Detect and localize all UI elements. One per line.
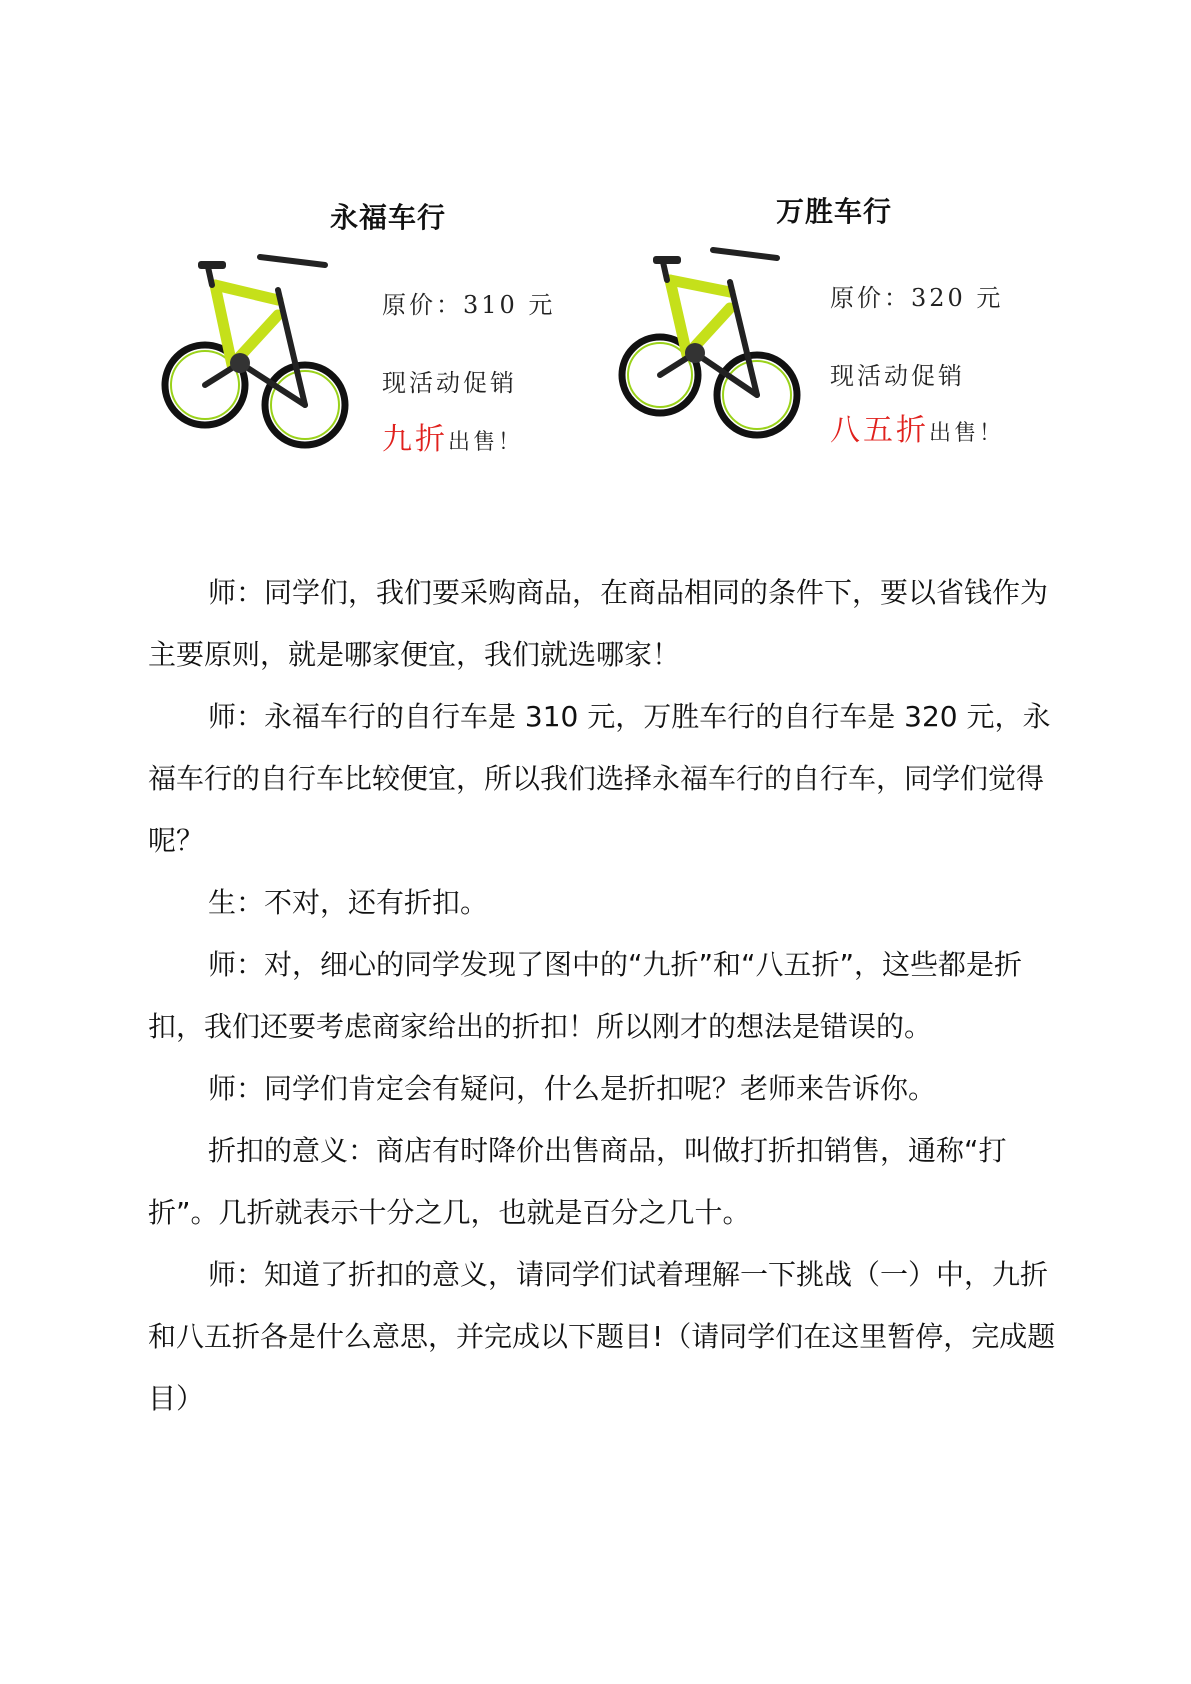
discount-line-yongfu — [382, 414, 523, 458]
bicycle-image-yongfu — [160, 245, 365, 475]
paragraph-3: 生：不对，还有折扣。 — [208, 886, 489, 919]
paragraph-5: 师：同学们肯定会有疑问，什么是折扣呢？老师来告诉你。 — [208, 1072, 937, 1105]
price-line-wansheng: 原价：320 元 — [830, 284, 1004, 312]
shop-title-yongfu: 永福车行 — [330, 201, 447, 234]
sale-suffix-yongfu: 出售！ — [448, 430, 524, 455]
lesson-text — [148, 562, 1068, 1430]
paragraph-4: 师：对，细心的同学发现了图中的“九折”和“八五折”，这些都是折扣，我们还要考虑商家给出的折扣！所以刚才的想法是错误的。 — [148, 948, 1023, 1043]
paragraph-2: 师：永福车行的自行车是 310 元，万胜车行的自行车是 320 元，永福车行的自行车比较便宜，所以我们选择永福车行的自行车，同学们觉得呢？ — [148, 700, 1051, 857]
price-line-yongfu: 原价：310 元 — [382, 291, 556, 319]
discount-label-yongfu: 九折 — [382, 422, 448, 457]
paragraph-1: 师：同学们，我们要采购商品，在商品相同的条件下，要以省钱作为主要原则，就是哪家便宜，我们就选哪家！ — [148, 576, 1049, 671]
promo-line-wansheng: 现活动促销 — [830, 362, 965, 390]
paragraph-6: 折扣的意义：商店有时降价出售商品，叫做打折扣销售，通称“打折”。几折就表示十分之几，也就是百分之几十。 — [148, 1134, 1007, 1229]
discount-line-wansheng — [830, 405, 1004, 449]
shop-title-wansheng: 万胜车行 — [776, 195, 893, 228]
paragraph-7: 师：知道了折扣的意义，请同学们试着理解一下挑战（一）中，九折和八五折各是什么意思，并完成以下题目!（请同学们在这里暂停，完成题目） — [148, 1258, 1056, 1415]
sale-suffix-wansheng: 出售！ — [929, 421, 1005, 446]
promo-line-yongfu: 现活动促销 — [382, 369, 517, 397]
bicycle-image-wansheng — [615, 240, 815, 465]
discount-label-wansheng: 八五折 — [830, 413, 929, 448]
